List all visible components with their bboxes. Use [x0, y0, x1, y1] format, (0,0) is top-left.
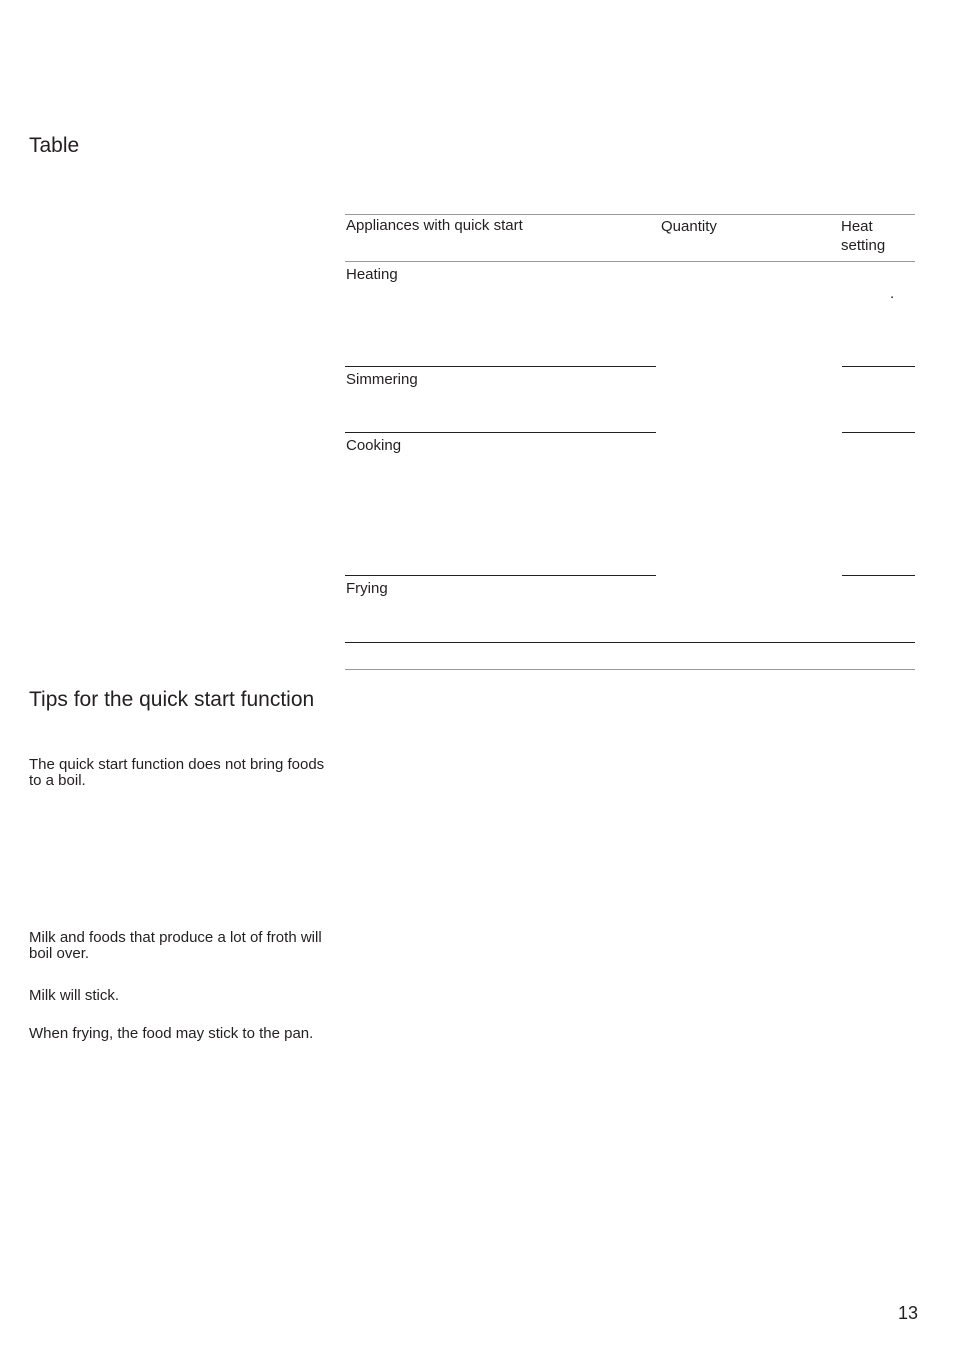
row-rule-left — [345, 575, 656, 576]
header-quantity: Quantity — [661, 218, 717, 235]
tip-milk-stick: Milk will stick. — [29, 987, 119, 1004]
row-rule-right — [842, 366, 915, 367]
row-category-frying: Frying — [346, 580, 388, 597]
heat-setting-mark: . — [890, 285, 895, 302]
tip-frying-stick: When frying, the food may stick to the pan. — [29, 1025, 314, 1042]
row-category-cooking: Cooking — [346, 437, 402, 454]
header-heat-setting: Heat setting — [841, 218, 886, 254]
row-rule-right — [842, 432, 915, 433]
row-category-simmering: Simmering — [346, 371, 418, 388]
table-top-rule — [345, 214, 915, 215]
header-bottom-rule — [345, 261, 915, 262]
row-category-heating: Heating — [346, 266, 398, 283]
tip-no-boil: The quick start function does not bring foods to a boil. — [29, 756, 325, 789]
tip-froth: Milk and foods that produce a lot of froth will boil over. — [29, 929, 322, 962]
section-title-table: Table — [29, 134, 80, 157]
row-rule-left — [345, 366, 656, 367]
row-rule-left — [345, 432, 656, 433]
table-bottom-rule — [345, 669, 915, 670]
page-number: 13 — [898, 1303, 919, 1323]
header-appliances: Appliances with quick start — [346, 217, 523, 234]
row-rule-right — [842, 575, 915, 576]
row-rule-full — [345, 642, 915, 643]
section-title-tips: Tips for the quick start function — [29, 688, 315, 711]
